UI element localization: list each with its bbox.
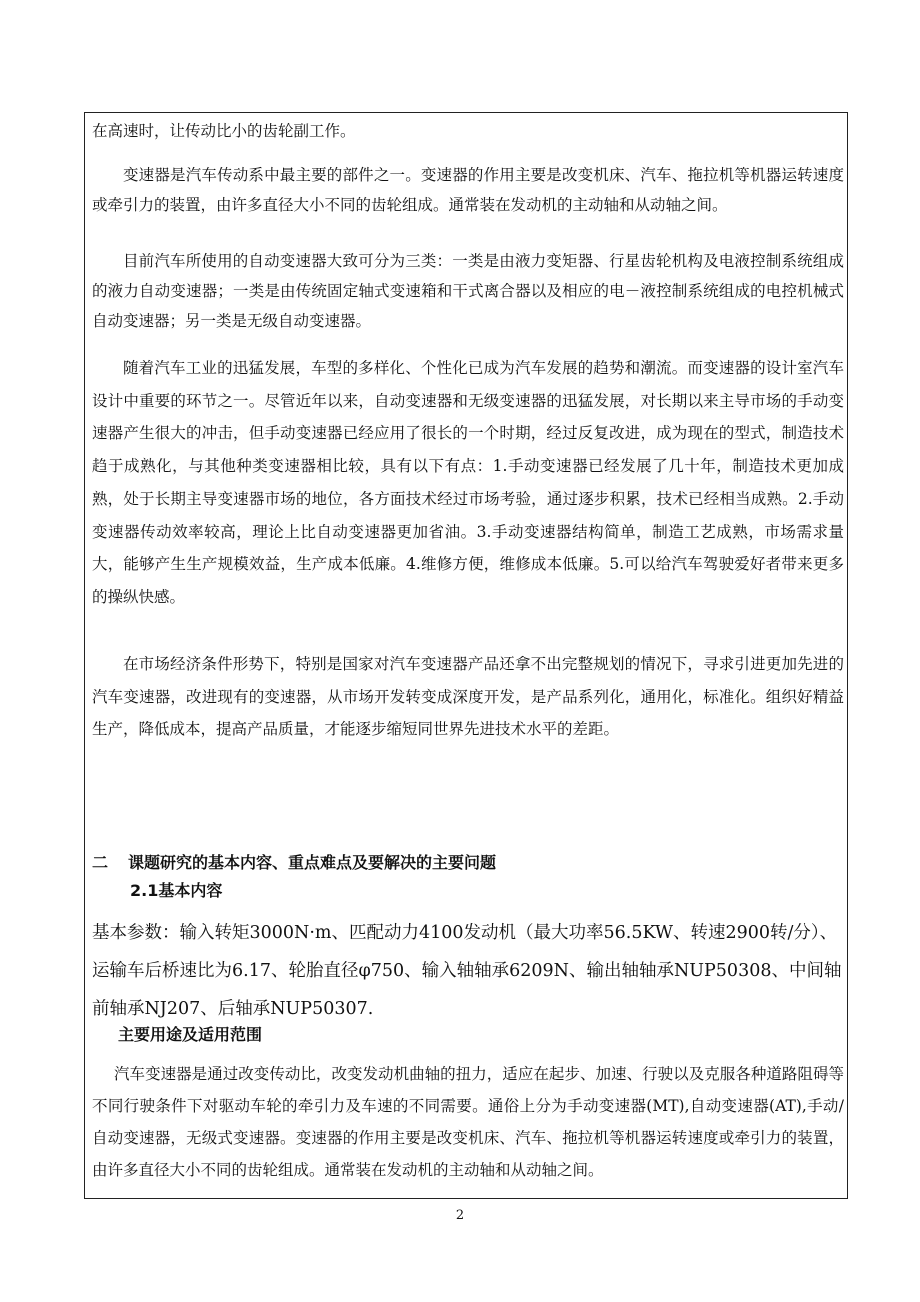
- section-number: 二: [92, 853, 109, 872]
- paragraph-5: 在市场经济条件形势下，特别是国家对汽车变速器产品还拿不出完整规划的情况下，寻求引进更加先进的汽车变速器，改进现有的变速器，从市场开发转变成深度开发，是产品系列化，通用化，标准化。组织好精益生产，降低成本，提高产品质量，才能逐步缩短同世界先进技术水平的差距。: [92, 655, 844, 739]
- paragraph-usage: 汽车变速器是通过改变传动比，改变发动机曲轴的扭力，适应在起步、加速、行驶以及克服各种道路阻碍等不同行驶条件下对驱动车轮的牵引力及车速的不同需要。通俗上分为手动变速器(MT),自动变速器(AT),手动/自动变速器，无级式变速器。变速器的作用主要是改变机床、汽车、拖拉机等机器运转速度或牵引力的装置，由许多直径大小不同的齿轮组成。通常装在发动机的主动轴和从动轴之间。: [92, 1065, 844, 1179]
- subheading-usage: 主要用途及适用范围: [118, 1025, 263, 1044]
- paragraph-4: 随着汽车工业的迅猛发展，车型的多样化、个性化已成为汽车发展的趋势和潮流。而变速器的设计室汽车设计中重要的环节之一。尽管近年以来，自动变速器和无级变速器的迅猛发展，对长期以来主导市场的手动变速器产生很大的冲击，但手动变速器已经应用了很长的一个时期，经过反复改进，成为现在的型式，制造技术趋于成熟化，与其他种类变速器相比较，具有以下有点：1.手动变速器已经发展了几十年，制造技术更加成熟，处于长期主导变速器市场的地位，各方面技术经过市场考验，通过逐步积累，技术已经相当成熟。2.手动变速器传动效率较高，理论上比自动变速器更加省油。3.手动变速器结构简单，制造工艺成熟，市场需求量大，能够产生生产规模效益，生产成本低廉。4.维修方便，维修成本低廉。5.可以给汽车驾驶爱好者带来更多的操纵快感。: [92, 359, 844, 606]
- paragraph-3: 目前汽车所使用的自动变速器大致可分为三类：一类是由液力变矩器、行星齿轮机构及电液控制系统组成的液力自动变速器；一类是由传统固定轴式变速箱和干式离合器以及相应的电－液控制系统组成的电控机械式自动变速器；另一类是无级自动变速器。: [92, 252, 844, 330]
- page-number: 2: [455, 1208, 465, 1223]
- basic-parameters: 基本参数：输入转矩3000N·m、匹配动力4100发动机（最大功率56.5KW、转速2900转/分）、运输车后桥速比为6.17、轮胎直径φ750、输入轴轴承6209N、输出轴轴承NUP50308、中间轴前轴承NJ207、后轴承NUP50307.: [92, 923, 842, 1019]
- subheading-basic-content: 2.1基本内容: [130, 881, 223, 900]
- paragraph-2: 变速器是汽车传动系中最主要的部件之一。变速器的作用主要是改变机床、汽车、拖拉机等机器运转速度或牵引力的装置，由许多直径大小不同的齿轮组成。通常装在发动机的主动轴和从动轴之间。: [92, 166, 844, 214]
- section-title: 课题研究的基本内容、重点难点及要解决的主要问题: [128, 853, 497, 872]
- section-heading: [92, 850, 496, 873]
- paragraph-1: 在高速时，让传动比小的齿轮副工作。: [92, 122, 356, 140]
